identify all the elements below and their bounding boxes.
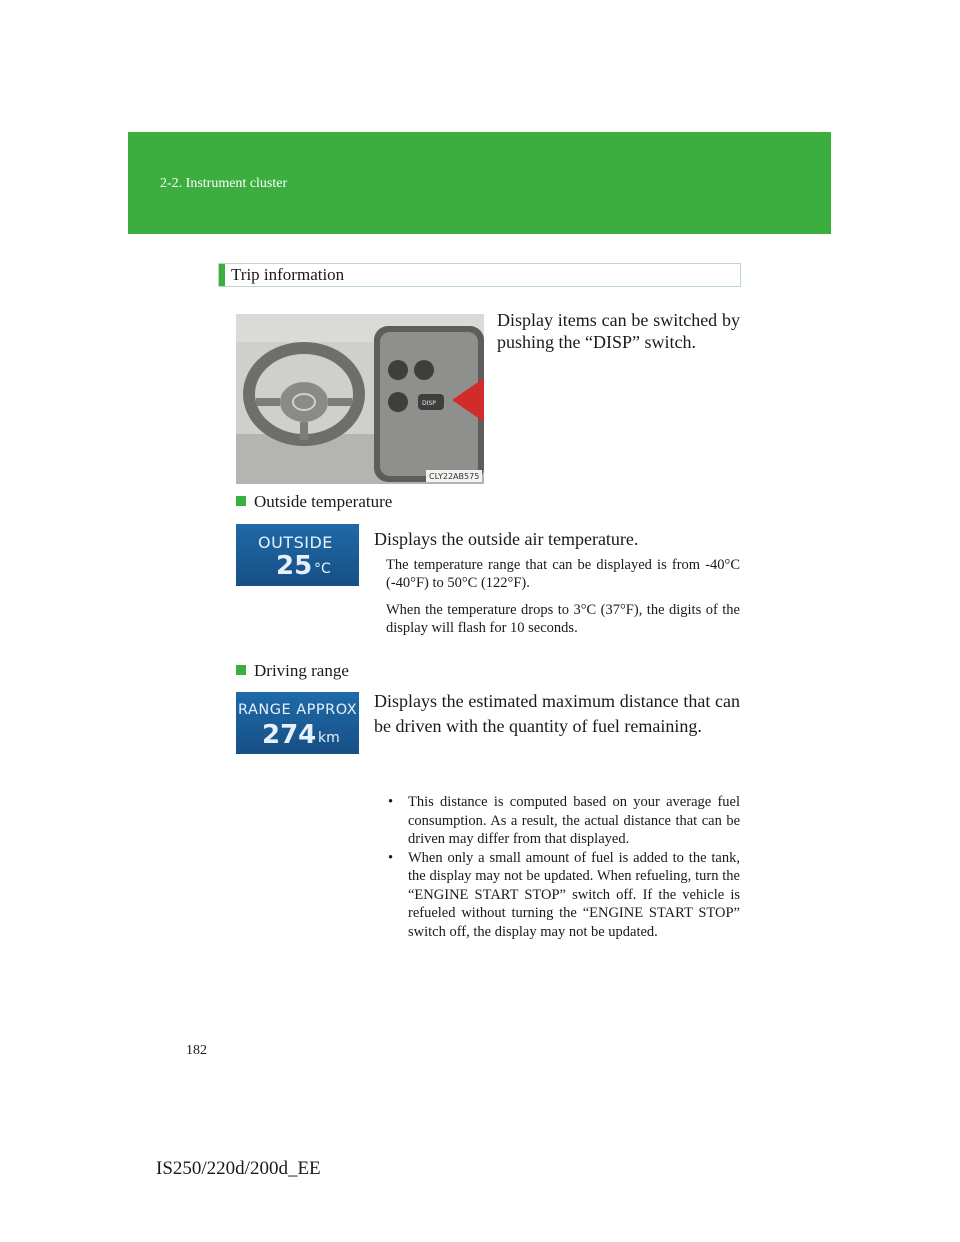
list-item-text: When only a small amount of fuel is added to the tank, the display may not be updated. When refueling, turn the “ENGINE START STOP” switch off. If the vehicle is refueled without turning the “ENGINE START STOP” switch off, the display may not be updated. [408,849,740,940]
list-item [380,849,740,942]
lcd-unit: °C [314,561,331,577]
outside-temperature-heading [236,492,392,512]
outside-temperature-display [236,524,359,586]
lcd-unit: km [318,730,340,746]
section-label: 2-2. Instrument cluster [160,176,288,191]
driving-range-heading-text: Driving range [254,661,349,680]
driving-range-notes [380,793,740,941]
figure-code: CLY22AB575 [429,472,480,481]
square-bullet-icon [236,665,246,675]
driving-range-heading [236,661,349,681]
bullet-dot-icon: • [388,849,394,866]
steering-wheel-illustration [236,314,484,484]
driving-range-display [236,692,359,754]
model-code: IS250/220d/200d_EE [156,1158,321,1179]
heading-accent-bar [219,264,225,286]
lcd-value: 274 [262,720,317,750]
list-item [380,793,740,849]
steering-wheel-icon [236,314,484,484]
heading-text: Trip information [231,265,345,284]
figure-caption: Display items can be switched by pushing the “DISP” switch. [497,310,740,352]
square-bullet-icon [236,496,246,506]
lcd-label: OUTSIDE [258,533,333,552]
outside-temperature-description: Displays the outside air temperature. [374,529,639,549]
outside-temperature-note-range: The temperature range that can be displayed is from -40°C (-40°F) to 50°C (122°F). [386,557,740,591]
lcd-label: RANGE APPROX [238,702,358,718]
outside-temperature-heading-text: Outside temperature [254,492,393,511]
page-number: 182 [186,1043,207,1058]
trip-information-heading [218,263,741,287]
lcd-value: 25 [276,551,313,581]
disp-switch-label: DISP [422,400,436,407]
bullet-dot-icon: • [388,794,394,810]
driving-range-description: Displays the estimated maximum distance that can be driven with the quantity of fuel remaining. [374,691,740,736]
list-item-text: This distance is computed based on your average fuel consumption. As a result, the actual distance that can be driven may differ from that displayed. [408,794,740,847]
outside-temperature-note-flash: When the temperature drops to 3°C (37°F), the digits of the display will flash for 10 seconds. [386,602,740,636]
